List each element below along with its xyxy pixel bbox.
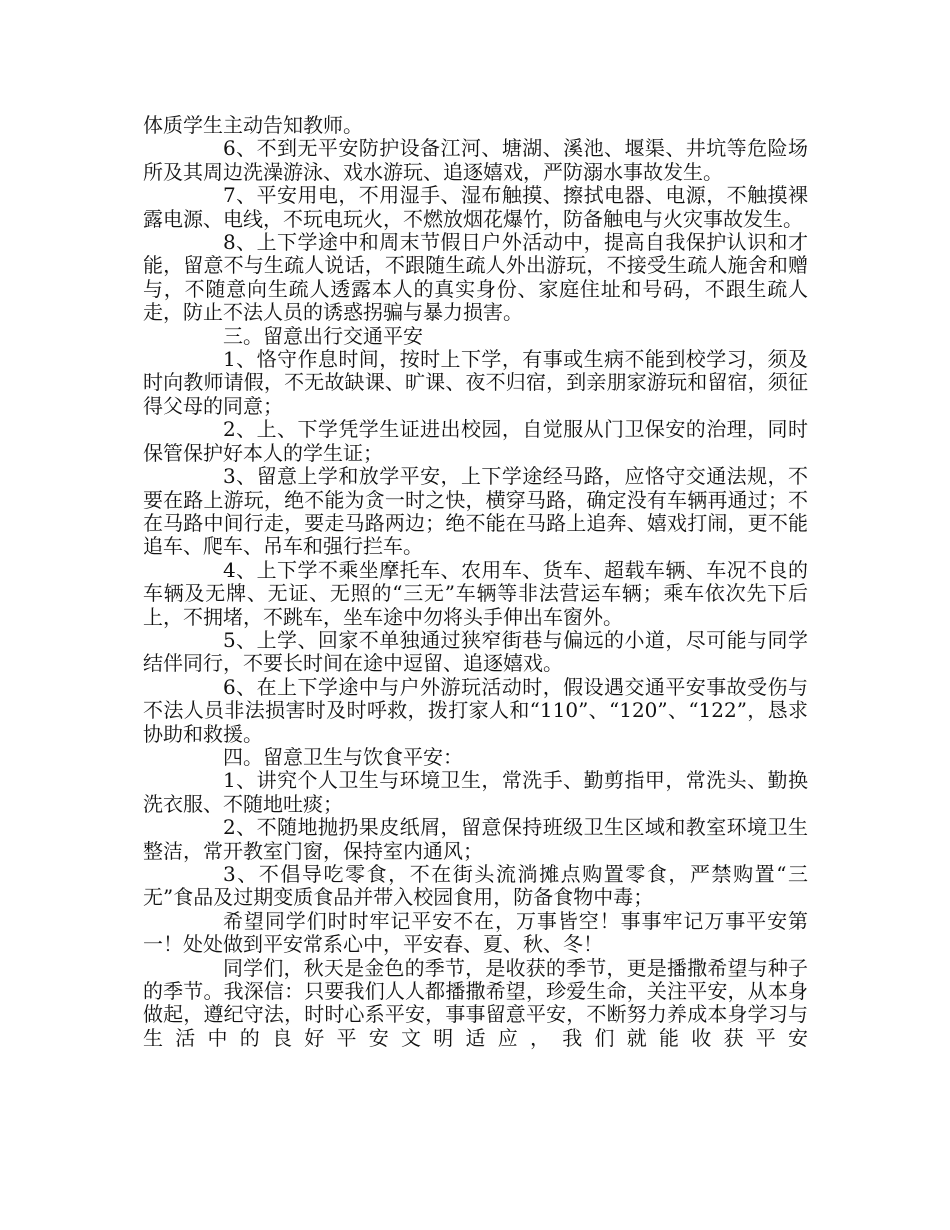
paragraph-traffic-item-1: 1、恪守作息时间，按时上下学，有事或生病不能到校学习，须及时向教师请假，不无故缺课、旷课、夜不归宿，到亲朋家游玩和留宿，须征得父母的同意； xyxy=(143,347,808,418)
paragraph-closing: 同学们，秋天是金色的季节，是收获的季节，更是播撒希望与种子的季节。我深信：只要我们人人都播撒希望，珍爱生命，关注平安，从本身做起，遵纪守法，时时心系平安，事事留意平安，不断努力养成本身学习与生活中的良好平安文明适应，我们就能收获平安 xyxy=(143,955,808,1050)
paragraph-traffic-item-3: 3、留意上学和放学平安，上下学途经马路，应恪守交通法规，不要在路上游玩，绝不能为贪一时之快，横穿马路，确定没有车辆再通过；不在马路中间行走，要走马路两边；绝不能在马路上追奔、嬉戏打闹，更不能追车、爬车、吊车和强行拦车。 xyxy=(143,464,808,559)
paragraph-hygiene-item-2: 2、不随地抛扔果皮纸屑，留意保持班级卫生区域和教室环境卫生整洁，常开教室门窗，保持室内通风； xyxy=(143,815,808,863)
paragraph-traffic-item-6: 6、在上下学途中与户外游玩活动时，假设遇交通平安事故受伤与不法人员非法损害时及时呼救，拨打家人和“110”、“120”、“122”，恳求协助和救援。 xyxy=(143,674,808,746)
paragraph-item-7-electric-safety: 7、平安用电，不用湿手、湿布触摸、擦拭电器、电源，不触摸裸露电源、电线，不玩电玩火，不燃放烟花爆竹，防备触电与火灾事故发生。 xyxy=(143,183,808,231)
paragraph-traffic-item-5: 5、上学、回家不单独通过狭窄街巷与偏远的小道，尽可能与同学结伴同行，不要长时间在途中逗留、追逐嬉戏。 xyxy=(143,627,808,676)
paragraph-hygiene-item-3: 3、不倡导吃零食，不在街头流淌摊点购置零食，严禁购置“三无”食品及过期变质食品并带入校园食用，防备食物中毒； xyxy=(143,862,808,910)
paragraph-traffic-item-4: 4、上下学不乘坐摩托车、农用车、货车、超载车辆、车况不良的车辆及无牌、无证、无照的“三无”车辆等非法营运车辆；乘车依次先下后上，不拥堵，不跳车，坐车途中勿将头手伸出车窗外。 xyxy=(143,557,808,629)
paragraph-item-8-stranger-safety: 8、上下学途中和周末节假日户外活动中，提高自我保护认识和才能，留意不与生疏人说话，不跟随生疏人外出游玩，不接受生疏人施舍和赠与，不随意向生疏人透露本人的真实身份、家庭住址和号码，不跟生疏人走，防止不法人员的诱惑拐骗与暴力损害。 xyxy=(143,230,808,325)
paragraph-traffic-item-2: 2、上、下学凭学生证进出校园，自觉服从门卫保安的治理，同时保管保护好本人的学生证； xyxy=(143,417,808,465)
section-heading-hygiene-food-safety: 四。留意卫生与饮食平安： xyxy=(223,744,463,769)
paragraph-hygiene-item-1: 1、讲究个人卫生与环境卫生，常洗手、勤剪指甲，常洗头、勤换洗衣服、不随地吐痰； xyxy=(143,768,808,816)
paragraph-continuation: 体质学生主动告知教师。 xyxy=(143,113,363,137)
paragraph-item-6-water-safety: 6、不到无平安防护设备江河、塘湖、溪池、堰渠、井坑等危险场所及其周边洗澡游泳、戏水游玩、追逐嬉戏，严防溺水事故发生。 xyxy=(143,136,808,184)
section-heading-traffic-safety: 三。留意出行交通平安 xyxy=(223,323,423,348)
document-body xyxy=(143,114,808,1050)
paragraph-hope: 希望同学们时时牢记平安不在，万事皆空！事事牢记万事平安第一！处处做到平安常系心中，平安春、夏、秋、冬！ xyxy=(143,908,808,957)
